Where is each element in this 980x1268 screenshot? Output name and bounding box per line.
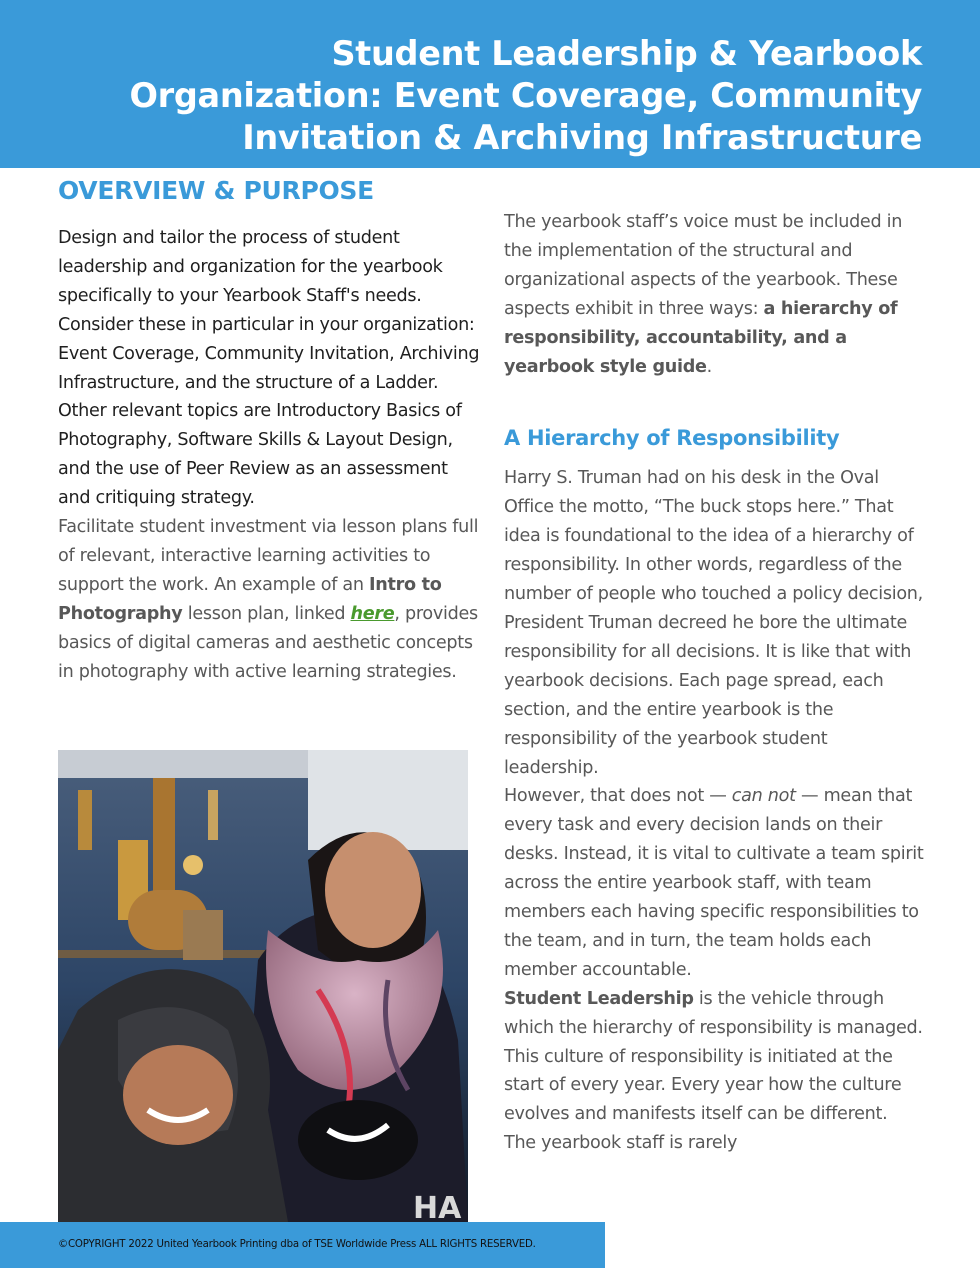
title-line-2: Organization: Event Coverage, Community xyxy=(129,76,922,115)
text-segment: — mean that every task and every decision lands on their desks. Instead, it is vital to cultivate a team spirit across the entire yearbook staff, with team members each having specific responsibilities to the team, and in turn, the team holds each member accountable. xyxy=(504,786,924,980)
overview-paragraph-1: Design and tailor the process of student leadership and organization for the yearbook specifically to your Yearbook Staff's needs. Consider these in particular in your organization: Event Coverage, Community Invitation, Archiving Infrastructure, and the structure of a Ladder. Other relevant topics are Introductory Basics of Photography, Software Skills & Layout Design, and the use of Peer Review as an assessment and critiquing strategy. xyxy=(58,228,480,509)
text-segment: . xyxy=(706,356,712,377)
bold-text: Student Leadership xyxy=(504,988,694,1009)
text-segment: is the vehicle through which the hierarchy of responsibility is managed. This culture of responsibility is initiated at the start of every year. Every year how the culture evolves and manifests itself can be different. The yearbook staff is rarely xyxy=(504,988,923,1154)
title-line-1: Student Leadership & Yearbook xyxy=(331,34,922,73)
intro-paragraph xyxy=(504,208,924,381)
bold-text: a hierarchy of responsibility, accountability, and a yearbook style guide xyxy=(504,298,898,377)
bold-text: Intro to Photography xyxy=(58,574,442,624)
text-segment: lesson plan, linked xyxy=(182,603,351,624)
right-column xyxy=(504,208,924,1158)
photo-illustration xyxy=(58,750,468,1222)
overview-heading: OVERVIEW & PURPOSE xyxy=(58,176,374,205)
page-title xyxy=(42,33,922,159)
truman-paragraph: Harry S. Truman had on his desk in the Oval Office the motto, “The buck stops here.” That idea is foundational to the idea of a hierarchy of responsibility. In other words, regardless of the number of people who touched a policy decision, President Truman decreed he bore the ultimate responsibility for all decisions. It is like that with yearbook decisions. Each page spread, each section, and the entire yearbook is the responsibility of the yearbook student leadership. xyxy=(504,468,923,778)
lesson-plan-link[interactable]: here xyxy=(350,603,395,624)
classroom-photo xyxy=(58,750,468,1222)
student-leadership-paragraph xyxy=(504,985,924,1158)
jersey-text: HA xyxy=(413,1191,462,1222)
hierarchy-subheading: A Hierarchy of Responsibility xyxy=(504,426,840,451)
text-segment: However, that does not — xyxy=(504,786,732,807)
text-segment: Facilitate student investment via lesson plans full of relevant, interactive learning activities to support the work. An example of an xyxy=(58,517,479,595)
italic-text: can not xyxy=(731,786,796,807)
text-segment: The yearbook staff’s voice must be included in the implementation of the structural and organizational aspects of the yearbook. These aspects exhibit in three ways: xyxy=(504,212,903,319)
overview-paragraph-2 xyxy=(58,513,482,686)
text-segment: , provides basics of digital cameras and aesthetic concepts in photography with active learning strategies. xyxy=(58,603,478,682)
left-column xyxy=(58,224,482,687)
copyright-text: ©COPYRIGHT 2022 United Yearbook Printing dba of TSE Worldwide Press ALL RIGHTS RESERVED. xyxy=(58,1239,536,1250)
title-line-3: Invitation & Archiving Infrastructure xyxy=(242,118,922,157)
team-spirit-paragraph xyxy=(504,782,924,984)
